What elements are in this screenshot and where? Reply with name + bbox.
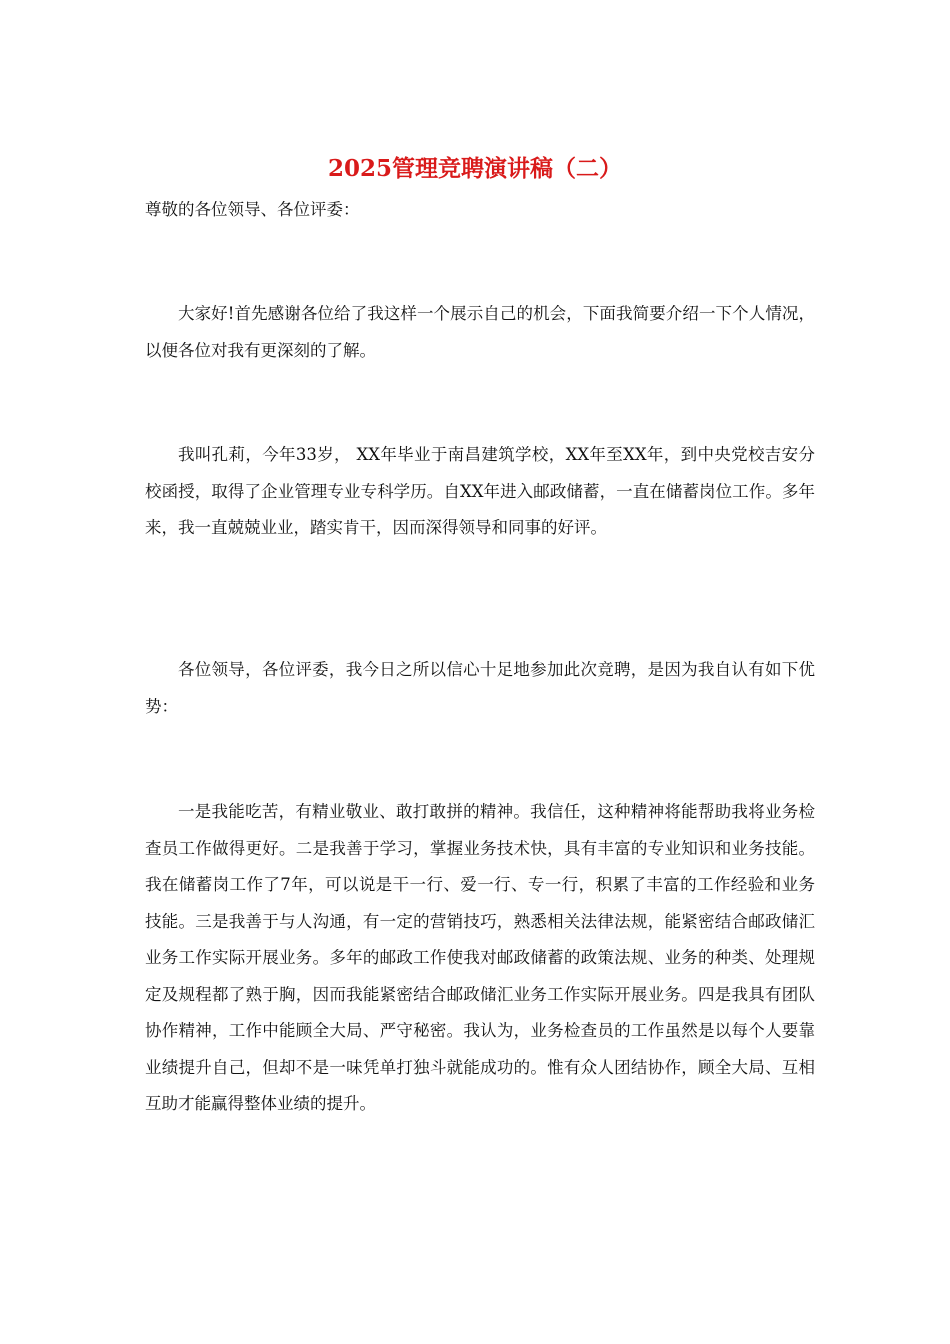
paragraph-advantages-intro: 各位领导，各位评委，我今日之所以信心十足地参加此次竞聘，是因为我自认有如下优势： (145, 660, 815, 716)
paragraph-greeting: 大家好!首先感谢各位给了我这样一个展示自己的机会，下面我简要介绍一下个人情况，以便各位对我有更深刻的了解。 (145, 304, 815, 360)
salutation: 尊敬的各位领导、各位评委： (145, 200, 360, 219)
document-title: 2025管理竞聘演讲稿（二） (327, 155, 622, 182)
paragraph-advantages-list: 一是我能吃苦，有精业敬业、敢打敢拼的精神。我信任，这种精神将能帮助我将业务检查员工作做得更好。二是我善于学习，掌握业务技术快，具有丰富的专业知识和业务技能。我在储蓄岗工作了7年，可以说是干一行、爱一行、专一行，积累了丰富的工作经验和业务技能。三是我善于与人沟通，有一定的营销技巧，熟悉相关法律法规，能紧密结合邮政储汇业务工作实际开展业务。多年的邮政工作使我对邮政储蓄的政策法规、业务的种类、处理规定及规程都了熟于胸，因而我能紧密结合邮政储汇业务工作实际开展业务。四是我具有团队协作精神，工作中能顾全大局、严守秘密。我认为，业务检查员的工作虽然是以每个人要靠业绩提升自己，但却不是一味凭单打独斗就能成功的。惟有众人团结协作，顾全大局、互相互助才能赢得整体业绩的提升。 (145, 802, 815, 1113)
paragraph-self-introduction: 我叫孔莉，今年33岁， XX年毕业于南昌建筑学校，XX年至XX年，到中央党校吉安分校函授，取得了企业管理专业专科学历。自XX年进入邮政储蓄，一直在储蓄岗位工作。多年来，我一直兢兢业业，踏实肯干，因而深得领导和同事的好评。 (145, 445, 815, 537)
